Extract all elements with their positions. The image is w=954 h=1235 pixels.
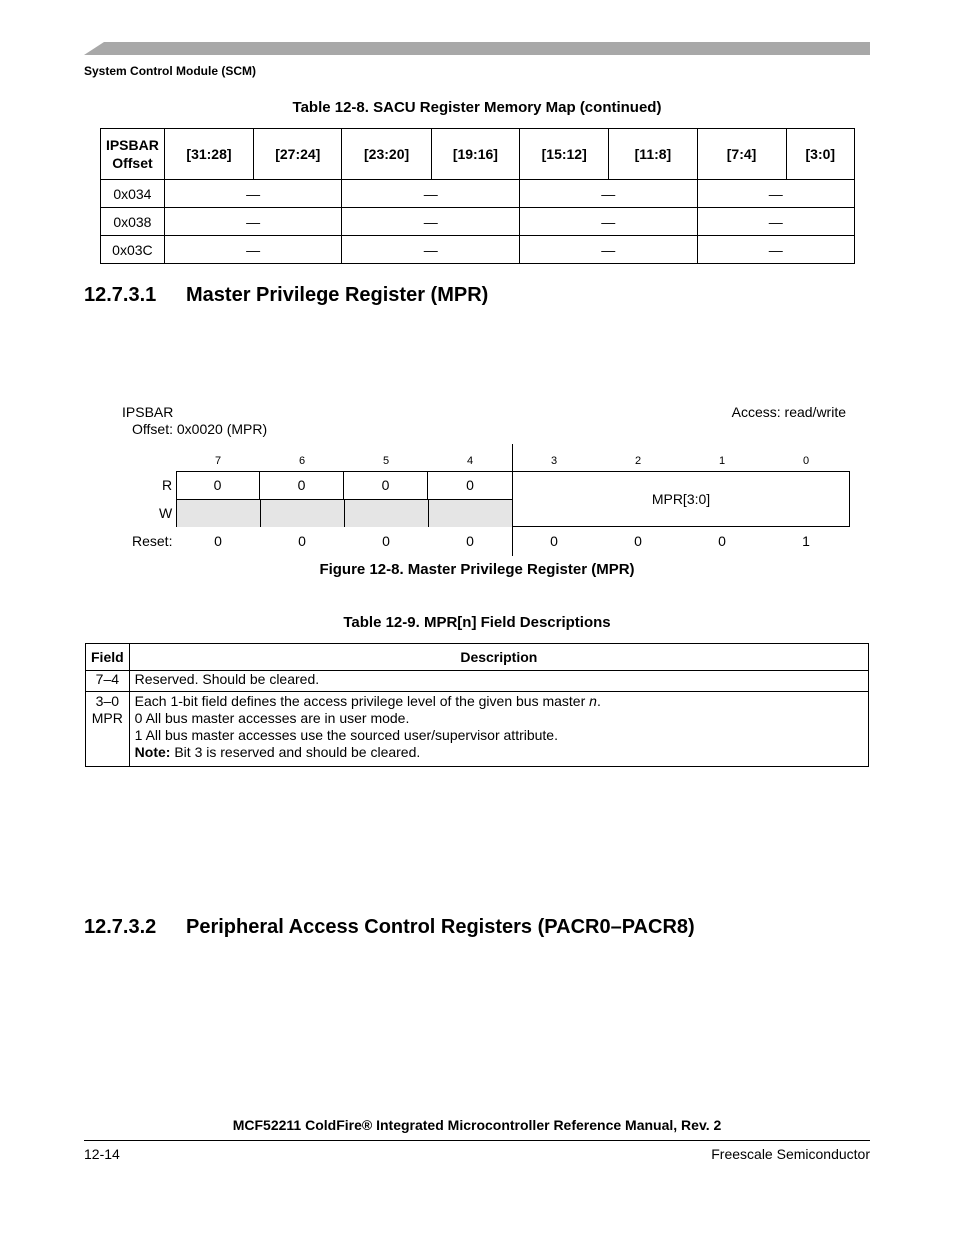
table-cell: — (164, 236, 342, 264)
note-line (135, 744, 863, 761)
reset-row (176, 533, 848, 549)
table-row (101, 180, 855, 208)
running-head: System Control Module (SCM) (84, 64, 257, 78)
note-label: Note: (134, 744, 171, 760)
table-cell: — (342, 180, 520, 208)
field-bits: 3–0 (95, 693, 120, 709)
description-cell (129, 692, 868, 767)
bit-number: 5 (382, 455, 390, 467)
reset-value: 0 (382, 533, 390, 549)
section-heading-pacr (84, 916, 695, 939)
memory-map-caption: Table 12-8. SACU Register Memory Map (continued) (292, 99, 662, 116)
read-bit-4: 0 (466, 477, 474, 493)
column-header-description: Description (129, 644, 868, 671)
section-number: 12.7.3.1 (84, 284, 157, 306)
reset-value: 0 (718, 533, 726, 549)
table-cell: — (342, 236, 520, 264)
offset-cell: 0x034 (101, 180, 165, 208)
note-text: Bit 3 is reserved and should be cleared. (170, 744, 421, 760)
section-title: Peripheral Access Control Registers (PACR0–PACR8) (186, 916, 695, 938)
column-header-field: Field (86, 644, 130, 671)
bit-number: 0 (802, 455, 810, 467)
table-row (101, 208, 855, 236)
table-cell: — (520, 236, 697, 264)
mpr-field-label: MPR[3:0] (651, 491, 711, 507)
table-cell: — (697, 208, 854, 236)
read-bit-5: 0 (344, 471, 428, 499)
read-bit-6: 0 (260, 471, 344, 499)
reset-value: 0 (466, 533, 474, 549)
bit-number: 7 (214, 455, 222, 467)
figure-caption: Figure 12-8. Master Privilege Register (MPR) (319, 561, 635, 578)
bit-number: 6 (298, 455, 306, 467)
section-title: Master Privilege Register (MPR) (186, 284, 489, 306)
write-bit-5 (345, 500, 429, 527)
section-heading-mpr (84, 284, 488, 307)
header-bar (84, 42, 870, 55)
reset-value: 1 (802, 533, 810, 549)
write-bit-4 (429, 500, 512, 527)
reset-value: 0 (550, 533, 558, 549)
column-header: [27:24] (254, 129, 342, 180)
bit-number: 3 (550, 455, 558, 467)
access-label: Access: read/write (731, 404, 846, 420)
table-cell: — (520, 180, 697, 208)
table-cell: — (520, 208, 697, 236)
write-bit-6 (261, 500, 345, 527)
footer-company: Freescale Semiconductor (711, 1146, 870, 1162)
read-bit-7: 0 (176, 471, 260, 499)
ipsbar-label: IPSBAR (122, 404, 174, 420)
write-bit-7 (177, 500, 261, 527)
section-number: 12.7.3.2 (84, 916, 157, 938)
reset-value: 0 (214, 533, 222, 549)
w-label: W (159, 505, 173, 521)
offset-cell: 0x038 (101, 208, 165, 236)
footer-manual-title: MCF52211 ColdFire® Integrated Microcontroller Reference Manual, Rev. 2 (232, 1117, 722, 1133)
column-header: [15:12] (520, 129, 609, 180)
column-header: [11:8] (609, 129, 697, 180)
desc-line (135, 693, 863, 710)
reset-value: 0 (298, 533, 306, 549)
page-number: 12-14 (84, 1146, 120, 1162)
desc-text: Each 1-bit field defines the access privilege level of the given bus master (134, 693, 590, 709)
table-row (101, 236, 855, 264)
table-cell: — (164, 180, 342, 208)
offset-label: Offset: 0x0020 (MPR) (132, 421, 268, 437)
offset-cell: 0x03C (101, 236, 165, 264)
description-cell: Reserved. Should be cleared. (129, 671, 868, 692)
column-header: [3:0] (786, 129, 854, 180)
table-header-row (101, 129, 855, 180)
memory-map-table (100, 128, 855, 264)
table-cell: — (697, 236, 854, 264)
header-line: Offset (112, 155, 153, 171)
table-row (86, 671, 869, 692)
r-label: R (162, 477, 173, 493)
table-cell: — (164, 208, 342, 236)
table-cell: — (342, 208, 520, 236)
desc-line: 0 All bus master accesses are in user mode. (134, 710, 410, 726)
table-row (86, 692, 869, 767)
bit-number: 4 (466, 455, 474, 467)
write-row (177, 500, 512, 527)
bit-number: 1 (718, 455, 726, 467)
field-name: MPR (91, 710, 123, 726)
desc-italic: n (589, 693, 597, 709)
field-description-table (85, 643, 869, 767)
header-line: IPSBAR (105, 137, 159, 153)
column-header: [23:20] (342, 129, 431, 180)
reset-label: Reset: (132, 533, 173, 549)
column-header: [19:16] (431, 129, 519, 180)
field-cell: 7–4 (86, 671, 130, 692)
footer-rule (84, 1140, 870, 1141)
field-cell (86, 692, 130, 767)
table-header-row (86, 644, 869, 671)
table-cell: — (697, 180, 854, 208)
reset-value: 0 (634, 533, 642, 549)
desc-end: . (596, 693, 601, 709)
desc-line: 1 All bus master accesses use the sourced user/supervisor attribute. (134, 727, 558, 743)
column-header-offset (101, 129, 165, 180)
read-row (176, 471, 512, 499)
field-table-caption: Table 12-9. MPR[n] Field Descriptions (343, 614, 611, 631)
column-header: [31:28] (164, 129, 253, 180)
bit-number: 2 (634, 455, 642, 467)
column-header: [7:4] (697, 129, 786, 180)
